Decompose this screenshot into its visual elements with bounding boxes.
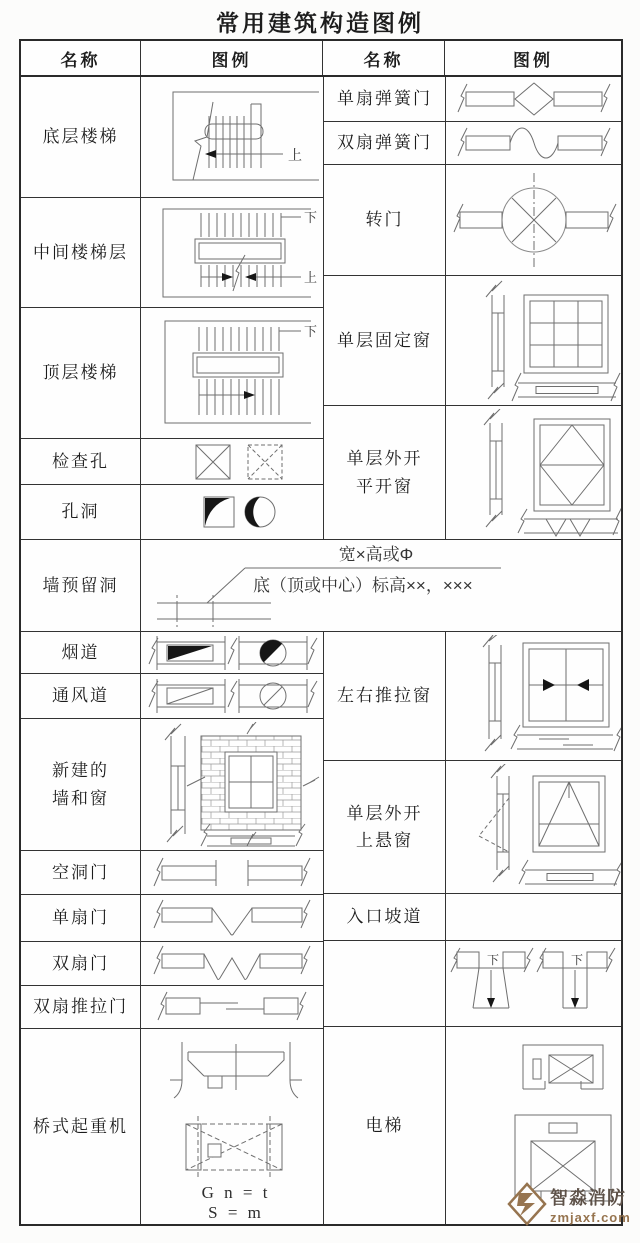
- table-row: [324, 77, 621, 122]
- left-subtable-top: [21, 77, 323, 540]
- row-label-double-spring-door: 双扇弹簧门: [324, 122, 446, 164]
- ramp-down-label: 下: [570, 952, 583, 967]
- row-label-line1: 单层外开: [346, 449, 423, 469]
- row-label-entrance-ramp: 入口坡道: [324, 894, 446, 940]
- wall-hole-band: [21, 540, 621, 632]
- left-subtable-bottom: [21, 632, 323, 1224]
- hole-legend-cell: [141, 485, 323, 539]
- row-label-line2: 墙和窗: [52, 788, 109, 808]
- double-door-legend-cell: [141, 942, 323, 985]
- hole-opening-symbol: [156, 488, 308, 536]
- new-wall-and-window-symbol: [143, 722, 321, 848]
- row-label-revolving-door: 转门: [324, 165, 446, 275]
- vent-legend-cell: [141, 674, 323, 718]
- row-label-single-spring-door: 单扇弹簧门: [324, 77, 446, 121]
- stair-ground-floor-symbol: [143, 80, 321, 194]
- double-leaf-door-symbol: [146, 944, 318, 984]
- revolving-door-symbol: [448, 168, 620, 272]
- row-label-stair-ground: 底层楼梯: [21, 77, 141, 197]
- row-label-stair-mid: 中间楼梯层: [21, 198, 141, 307]
- page-title: 常用建筑构造图例: [216, 10, 424, 36]
- row-label-elevator: 电梯: [324, 1027, 446, 1224]
- table-row: [324, 406, 621, 540]
- entrance-ramp-legend-cell: [446, 941, 621, 1026]
- row-label-top-hung-window: [324, 761, 446, 893]
- revolving-door-legend-cell: [446, 165, 621, 275]
- stair-mid-legend-cell: [141, 198, 323, 307]
- row-label-bridge-crane: 桥式起重机: [21, 1029, 141, 1224]
- top-hung-window-legend-cell: [446, 761, 621, 893]
- row-label-sliding-window: 左右推拉窗: [324, 632, 446, 760]
- row-label-vent: 通风道: [21, 674, 141, 718]
- stair-intermediate-symbol: [143, 201, 321, 305]
- table-row: [324, 165, 621, 276]
- row-label-hole: 孔洞: [21, 485, 141, 539]
- new-wall-window-legend-cell: [141, 719, 323, 850]
- row-label-double-sliding-door: 双扇推拉门: [21, 986, 141, 1028]
- bridge-crane-legend-cell: [141, 1029, 323, 1224]
- single-spring-door-legend-cell: [446, 77, 621, 121]
- table-bottom-band: [21, 632, 621, 1224]
- wall-hole-legend-cell: [141, 540, 621, 631]
- row-label-inspection-hole: 检查孔: [21, 439, 141, 484]
- row-label-line1: 单层外开: [346, 803, 423, 823]
- table-row: [21, 851, 323, 895]
- row-label-double-door: 双扇门: [21, 942, 141, 985]
- row-name-empty: [324, 941, 446, 1026]
- row-label-stair-top: 顶层楼梯: [21, 308, 141, 438]
- header-name-left: 名称: [21, 41, 141, 75]
- stair-down-label: 下: [304, 324, 318, 339]
- watermark-site: zmjaxf.com: [550, 1209, 631, 1225]
- top-hung-window-symbol: [447, 764, 621, 890]
- table-row: [21, 439, 323, 485]
- crane-span-formula: S = m: [208, 1202, 264, 1222]
- single-spring-door-symbol: [450, 78, 618, 120]
- right-subtable-top: [323, 77, 621, 540]
- table-row: [21, 308, 323, 439]
- zmjaxf-logo-icon: [506, 1181, 548, 1227]
- table-row: [21, 895, 323, 942]
- table-row: [21, 1029, 323, 1224]
- table-row: [324, 894, 621, 941]
- crane-capacity-formula: G n = t: [201, 1182, 271, 1202]
- row-label-line2: 平开窗: [356, 476, 413, 496]
- wall-hole-elevation-label: 底（顶或中心）标高××，×××: [253, 575, 473, 595]
- row-label-flue: 烟道: [21, 632, 141, 673]
- right-subtable-bottom: [323, 632, 621, 1224]
- stair-top-floor-symbol: [143, 311, 321, 435]
- double-sliding-door-legend-cell: [141, 986, 323, 1028]
- stair-up-label: 上: [288, 147, 302, 163]
- table-row: [21, 674, 323, 719]
- fixed-window-symbol: [446, 279, 621, 403]
- stair-up-label: 上: [304, 269, 318, 285]
- entrance-ramp-empty-legend-cell: [446, 894, 621, 940]
- watermark-brand: 智淼消防: [550, 1187, 626, 1208]
- casement-window-symbol: [446, 409, 621, 537]
- table-header-row: [21, 41, 621, 77]
- row-label-fixed-window: 单层固定窗: [324, 276, 446, 405]
- fixed-window-legend-cell: [446, 276, 621, 405]
- table-top-band: [21, 77, 621, 540]
- double-spring-door-symbol: [450, 123, 618, 163]
- table-row: [324, 632, 621, 761]
- inspection-hole-legend-cell: [141, 439, 323, 484]
- table-row: [21, 986, 323, 1029]
- row-label-single-door: 单扇门: [21, 895, 141, 941]
- opening-door-symbol: [146, 853, 318, 893]
- watermark: [506, 1181, 640, 1227]
- header-name-right: 名称: [323, 41, 445, 75]
- ventilation-duct-symbol: [145, 676, 319, 716]
- stair-top-legend-cell: [141, 308, 323, 438]
- stair-ground-legend-cell: [141, 77, 323, 197]
- table-row: [21, 77, 323, 198]
- table-row: [324, 122, 621, 165]
- header-legend-right: 图例: [513, 50, 553, 70]
- table-row: [324, 941, 621, 1027]
- wall-hole-dimension-label: 宽×高或Φ: [338, 544, 414, 564]
- table-row: [21, 485, 323, 540]
- row-label-opening-door: 空洞门: [21, 851, 141, 894]
- row-label-casement-window: [324, 406, 446, 539]
- table-row: [21, 632, 323, 674]
- table-row: [21, 198, 323, 308]
- smoke-flue-symbol: [145, 634, 319, 672]
- wall-reserved-hole-symbol: [141, 541, 621, 631]
- row-label-new-wall-window: [21, 719, 141, 850]
- ramp-down-label: 下: [486, 952, 499, 967]
- row-label-line1: 新建的: [52, 761, 109, 781]
- flue-legend-cell: [141, 632, 323, 673]
- row-label-wall-hole: 墙预留洞: [21, 540, 141, 631]
- header-legend-left: 图例: [141, 41, 323, 75]
- sliding-window-symbol: [447, 635, 621, 757]
- entrance-ramp-symbol: [447, 944, 621, 1024]
- inspection-hole-symbol: [156, 441, 308, 483]
- table-row: [21, 942, 323, 986]
- bridge-crane-symbol: [142, 1032, 322, 1222]
- table-row: [324, 276, 621, 406]
- double-sliding-door-symbol: [146, 988, 318, 1026]
- row-label-line2: 上悬窗: [356, 831, 413, 850]
- table-row: [324, 761, 621, 894]
- sliding-window-legend-cell: [446, 632, 621, 760]
- double-spring-door-legend-cell: [446, 122, 621, 164]
- legend-table: [19, 39, 623, 1226]
- opening-door-legend-cell: [141, 851, 323, 894]
- single-door-legend-cell: [141, 895, 323, 941]
- single-leaf-door-symbol: [146, 897, 318, 939]
- stair-down-label: 下: [304, 209, 318, 225]
- casement-window-legend-cell: [446, 406, 621, 539]
- table-row: [21, 719, 323, 851]
